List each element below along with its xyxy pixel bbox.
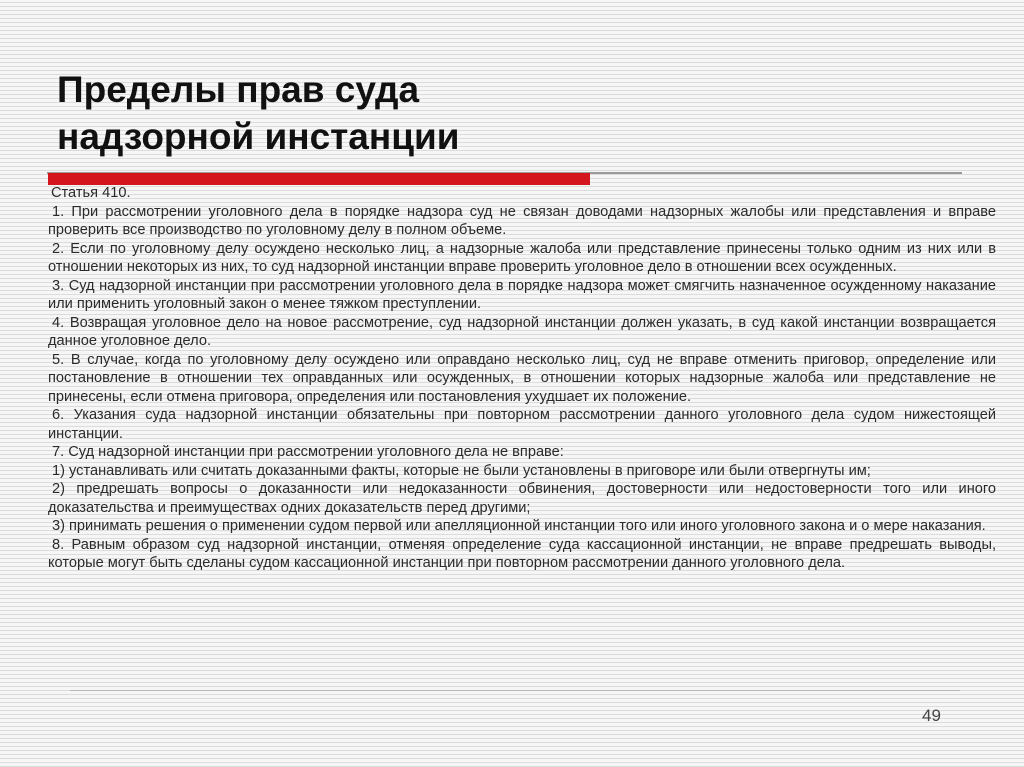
article-paragraph-8: 8. Равным образом суд надзорной инстанции, отменяя определение суда кассационной инстанции, не вправе предрешать выводы, которые могут быть сделаны судом кассационной инстанции при повторном рассмотрении данного уголовного дела. bbox=[48, 536, 996, 571]
article-paragraph-3: 3. Суд надзорной инстанции при рассмотрении уголовного дела в порядке надзора может смягчить назначенное осужденному наказание или применить уголовный закон о менее тяжком преступлении. bbox=[48, 277, 996, 312]
slide-title-line-2: надзорной инстанции bbox=[57, 116, 460, 157]
footer-divider bbox=[70, 690, 960, 691]
article-paragraph-5: 5. В случае, когда по уголовному делу осуждено или оправдано несколько лиц, суд не вправе отменить приговор, определение или постановление в отношении тех оправданных или осужденных, в отношении которых надзорные жалоба или представление не принесены, если отмена приговора, определения или постановления ухудшает их положение. bbox=[48, 351, 996, 405]
article-paragraph-1: 1. При рассмотрении уголовного дела в порядке надзора суд не связан доводами надзорных жалобы или представления и вправе проверить все производство по уголовному делу в полном объеме. bbox=[48, 203, 996, 238]
article-subitem-3: 3) принимать решения о применении судом первой или апелляционной инстанции того или иного уголовного закона и о мере наказания. bbox=[52, 518, 986, 534]
article-paragraph-7: 7. Суд надзорной инстанции при рассмотрении уголовного дела не вправе: bbox=[52, 444, 564, 460]
article-paragraph-6: 6. Указания суда надзорной инстанции обязательны при повторном рассмотрении данного уголовного дела судом нижестоящей инстанции. bbox=[48, 407, 996, 442]
slide-title bbox=[57, 66, 757, 160]
article-paragraph-4: 4. Возвращая уголовное дело на новое рассмотрение, суд надзорной инстанции должен указать, в суд какой инстанции возвращается данное уголовное дело. bbox=[48, 314, 996, 349]
article-heading: Статья 410. bbox=[51, 185, 131, 201]
page-number: 49 bbox=[922, 706, 941, 725]
article-subitem-2: 2) предрешать вопросы о доказанности или недоказанности обвинения, достоверности или недостоверности того или иного доказательства и преимуществах одних доказательств перед другими; bbox=[48, 481, 996, 516]
article-paragraph-2: 2. Если по уголовному делу осуждено несколько лиц, а надзорные жалоба или представление принесены только одним из них или в отношении некоторых из них, то суд надзорной инстанции вправе проверить уголовное дело в отношении всех осужденных. bbox=[48, 240, 996, 275]
slide-title-line-1: Пределы прав суда bbox=[57, 69, 420, 110]
article-body bbox=[48, 184, 996, 573]
article-subitem-1: 1) устанавливать или считать доказанными факты, которые не были установлены в приговоре или были отвергнуты им; bbox=[52, 462, 871, 479]
